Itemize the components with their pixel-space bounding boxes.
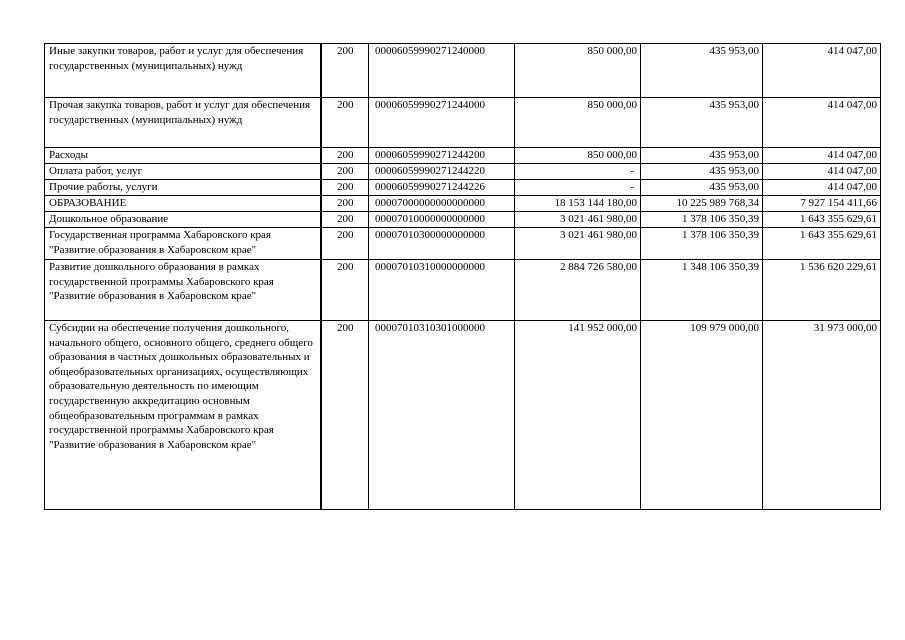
- row-unexecuted: 1 536 620 229,61: [763, 260, 881, 321]
- row-name: Расходы: [45, 148, 321, 164]
- row-unexecuted: 414 047,00: [763, 98, 881, 148]
- row-approved: 850 000,00: [515, 98, 641, 148]
- row-unexecuted: 7 927 154 411,66: [763, 196, 881, 212]
- row-executed: 435 953,00: [641, 180, 763, 196]
- row-budget-code: 00007010300000000000: [369, 228, 515, 260]
- row-unexecuted: 1 643 355 629,61: [763, 212, 881, 228]
- row-executed: 435 953,00: [641, 148, 763, 164]
- row-budget-code: 00006059990271244220: [369, 164, 515, 180]
- row-executed: 10 225 989 768,34: [641, 196, 763, 212]
- row-budget-code: 00006059990271240000: [369, 44, 515, 98]
- row-unexecuted: 414 047,00: [763, 180, 881, 196]
- row-name: Развитие дошкольного образования в рамках государственной программы Хабаровского края "Развитие образования в Хабаровском крае": [45, 260, 321, 321]
- row-line-code: 200: [321, 148, 369, 164]
- row-unexecuted: 1 643 355 629,61: [763, 228, 881, 260]
- table-row: [45, 321, 881, 510]
- row-approved: 141 952 000,00: [515, 321, 641, 510]
- row-executed: 109 979 000,00: [641, 321, 763, 510]
- row-approved: 850 000,00: [515, 44, 641, 98]
- row-executed: 1 378 106 350,39: [641, 212, 763, 228]
- row-unexecuted: 414 047,00: [763, 164, 881, 180]
- row-line-code: 200: [321, 228, 369, 260]
- row-executed: 1 378 106 350,39: [641, 228, 763, 260]
- table-row: [45, 196, 881, 212]
- row-line-code: 200: [321, 164, 369, 180]
- table-row: [45, 260, 881, 321]
- row-name: ОБРАЗОВАНИЕ: [45, 196, 321, 212]
- row-approved: 3 021 461 980,00: [515, 228, 641, 260]
- row-name: Прочие работы, услуги: [45, 180, 321, 196]
- row-name: Прочая закупка товаров, работ и услуг для обеспечения государственных (муниципальных) нужд: [45, 98, 321, 148]
- row-unexecuted: 414 047,00: [763, 44, 881, 98]
- budget-execution-table: [44, 43, 881, 510]
- row-budget-code: 00007010310000000000: [369, 260, 515, 321]
- table-row: [45, 228, 881, 260]
- row-executed: 1 348 106 350,39: [641, 260, 763, 321]
- row-budget-code: 00007000000000000000: [369, 196, 515, 212]
- row-name: Оплата работ, услуг: [45, 164, 321, 180]
- row-budget-code: 00006059990271244000: [369, 98, 515, 148]
- row-budget-code: 00007010310301000000: [369, 321, 515, 510]
- row-name: Субсидии на обеспечение получения дошкольного, начального общего, основного общего, среднего общего образования в частных дошкольных образовательных и общеобразовательных организациях, осуществляющих образовательную деятельность по имеющим государственную аккредитацию основным общеобразовательным программам в рамках государственной программы Хабаровского края "Развитие образования в Хабаровском крае": [45, 321, 321, 510]
- row-line-code: 200: [321, 321, 369, 510]
- table-row: [45, 148, 881, 164]
- row-line-code: 200: [321, 196, 369, 212]
- row-unexecuted: 414 047,00: [763, 148, 881, 164]
- row-name: Дошкольное образование: [45, 212, 321, 228]
- row-line-code: 200: [321, 98, 369, 148]
- row-line-code: 200: [321, 212, 369, 228]
- row-approved: -: [515, 164, 641, 180]
- row-budget-code: 00006059990271244200: [369, 148, 515, 164]
- row-approved: 850 000,00: [515, 148, 641, 164]
- table-row: [45, 44, 881, 98]
- table-row: [45, 98, 881, 148]
- row-budget-code: 00006059990271244226: [369, 180, 515, 196]
- row-name: Государственная программа Хабаровского края "Развитие образования в Хабаровском крае": [45, 228, 321, 260]
- row-line-code: 200: [321, 44, 369, 98]
- table-row: [45, 180, 881, 196]
- row-executed: 435 953,00: [641, 164, 763, 180]
- row-approved: 2 884 726 580,00: [515, 260, 641, 321]
- row-budget-code: 00007010000000000000: [369, 212, 515, 228]
- row-executed: 435 953,00: [641, 44, 763, 98]
- row-line-code: 200: [321, 260, 369, 321]
- row-approved: -: [515, 180, 641, 196]
- row-line-code: 200: [321, 180, 369, 196]
- row-executed: 435 953,00: [641, 98, 763, 148]
- table-row: [45, 212, 881, 228]
- row-approved: 3 021 461 980,00: [515, 212, 641, 228]
- row-unexecuted: 31 973 000,00: [763, 321, 881, 510]
- row-name: Иные закупки товаров, работ и услуг для обеспечения государственных (муниципальных) нужд: [45, 44, 321, 98]
- row-approved: 18 153 144 180,00: [515, 196, 641, 212]
- table-row: [45, 164, 881, 180]
